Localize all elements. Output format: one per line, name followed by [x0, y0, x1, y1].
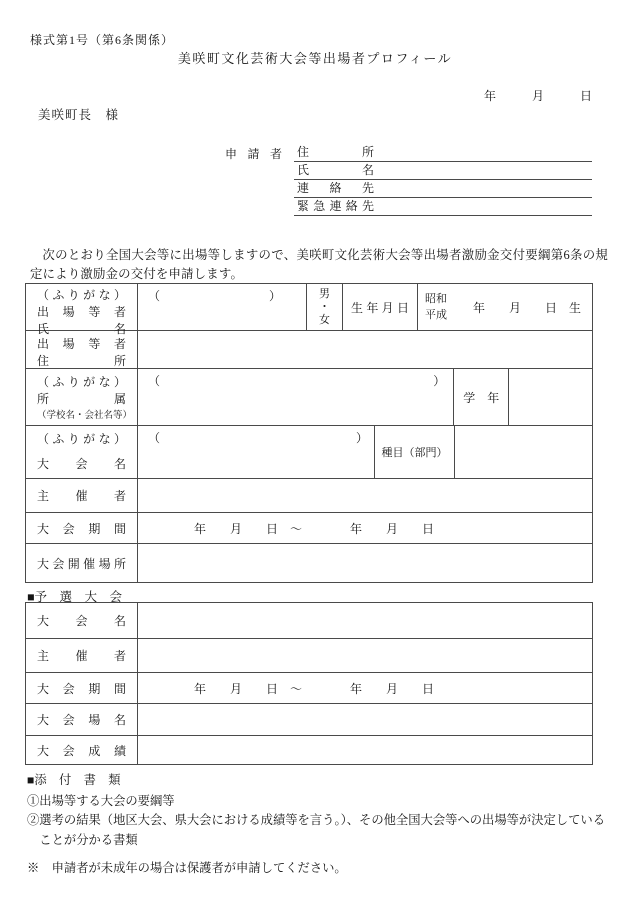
- participant-address-row: [26, 331, 592, 369]
- prelim-result-input-cell: [138, 736, 592, 764]
- prelim-organizer-label-cell: [26, 639, 138, 672]
- prelim-venue-label: 大 会 場 名: [37, 713, 126, 727]
- applicant-name-label: 氏 名: [297, 163, 374, 177]
- applicant-block: [225, 144, 592, 216]
- participant-label: 出 場 等 者: [37, 305, 126, 319]
- birthdate-ymd: 年 月 日 生: [473, 300, 582, 315]
- form-number: 様式第1号（第6条関係）: [30, 33, 175, 47]
- paren-open: （: [148, 374, 161, 388]
- organizer-label: 主 催 者: [37, 489, 126, 503]
- attachments-heading: ■添 付 書 類: [27, 773, 121, 787]
- attachment-item-2: ②選考の結果（地区大会、県大会における成績等を言う。）、その他全国大会等への出場等が決定していることが分かる書類: [27, 813, 605, 847]
- applicant-emergency-row: [294, 198, 592, 216]
- grade-label: 学 年: [463, 390, 500, 405]
- prelim-period-input-cell: [138, 673, 592, 703]
- name-label: 氏 名: [37, 322, 126, 336]
- applicant-contact-label: 連 絡 先: [297, 181, 374, 195]
- category-label-cell: [375, 426, 455, 478]
- preliminary-table: [25, 602, 593, 765]
- period-input-cell: [138, 513, 592, 543]
- event-name-input-cell: [138, 426, 375, 478]
- era-column: [418, 291, 447, 323]
- prelim-result-row: [26, 736, 592, 764]
- participant-label: 出 場 等 者: [37, 337, 126, 351]
- prelim-organizer-row: [26, 639, 592, 673]
- applicant-label: 申 請 者: [225, 147, 282, 161]
- grade-input-cell: [509, 369, 592, 425]
- furigana-label: （ ふ り が な ）: [37, 375, 126, 389]
- participant-address-label-cell: [26, 331, 138, 368]
- prelim-venue-label-cell: [26, 704, 138, 735]
- furigana-label: （ ふ り が な ）: [37, 288, 126, 302]
- prelim-name-label: 大 会 名: [37, 614, 126, 628]
- participant-address-input-cell: [138, 331, 592, 368]
- period-label: 大 会 期 間: [37, 521, 126, 536]
- prelim-venue-row: [26, 704, 592, 736]
- prelim-name-input-cell: [138, 603, 592, 638]
- prelim-period-label: 大 会 期 間: [37, 681, 126, 696]
- participant-name-row: [26, 284, 592, 336]
- furigana-parens: [138, 426, 374, 446]
- addressee: 美咲町長 様: [38, 108, 120, 122]
- birthdate-input-cell: [418, 284, 592, 330]
- organizer-input-cell: [138, 479, 592, 512]
- affiliation-label: 所 属: [37, 392, 126, 406]
- organizer-label-cell: [26, 479, 138, 512]
- prelim-period-ymd-range: 年 月 日 〜 年 月 日: [194, 681, 435, 696]
- category-input-cell: [455, 426, 592, 478]
- prelim-venue-input-cell: [138, 704, 592, 735]
- venue-label: 大 会 開 催 場 所: [37, 556, 126, 571]
- paren-open: （: [148, 431, 161, 445]
- grade-label-cell: [454, 369, 509, 425]
- minor-note: ※ 申請者が未成年の場合は保護者が申請してください。: [27, 861, 347, 875]
- prelim-period-row: [26, 673, 592, 704]
- participant-name-input-cell: [138, 284, 307, 330]
- date-line: 年 月 日: [483, 89, 592, 103]
- era-showa: 昭和: [425, 293, 447, 305]
- birthdate-label: 生 年 月 日: [351, 300, 409, 315]
- period-ymd-range: 年 月 日 〜 年 月 日: [194, 521, 435, 536]
- venue-label-cell: [26, 544, 138, 582]
- gender-male: 男: [319, 287, 330, 300]
- main-table: [25, 283, 593, 583]
- furigana-parens: [138, 284, 306, 304]
- affiliation-label-cell: [26, 369, 138, 425]
- gender-female: 女: [319, 313, 330, 326]
- page-title: 美咲町文化芸術大会等出場者プロフィール: [177, 51, 453, 66]
- prelim-organizer-input-cell: [138, 639, 592, 672]
- participant-name-label-cell: [26, 284, 138, 336]
- attachment-item-1: ①出場等する大会の要綱等: [27, 793, 175, 808]
- affiliation-input-cell: [138, 369, 454, 425]
- gender-dot: ・: [319, 300, 330, 313]
- organizer-row: [26, 479, 592, 513]
- birthdate-label-cell: [343, 284, 418, 330]
- paren-close: ）: [268, 289, 281, 303]
- era-heisei: 平成: [425, 309, 447, 321]
- period-label-cell: [26, 513, 138, 543]
- period-row: [26, 513, 592, 544]
- applicant-name-row: [294, 162, 592, 180]
- event-name-label: 大 会 名: [37, 457, 126, 471]
- preliminary-heading: ■予 選 大 会: [27, 590, 123, 604]
- attachments-section: [27, 771, 605, 879]
- prelim-organizer-label: 主 催 者: [37, 649, 126, 663]
- affiliation-row: [26, 369, 592, 426]
- furigana-label: （ ふ り が な ）: [37, 432, 126, 446]
- prelim-period-label-cell: [26, 673, 138, 703]
- applicant-contact-row: [294, 180, 592, 198]
- affiliation-note: （学校名・会社名等）: [37, 411, 133, 421]
- prelim-result-label-cell: [26, 736, 138, 764]
- event-name-label-cell: [26, 426, 138, 478]
- category-label: 種目（部門）: [381, 447, 448, 459]
- intro-paragraph: 次のとおり全国大会等に出場等しますので、美咲町文化芸術大会等出場者激励金交付要綱第6条の規定により激励金の交付を申請します。: [30, 248, 608, 281]
- applicant-fields: [294, 144, 592, 216]
- venue-row: [26, 544, 592, 582]
- address-label: 住 所: [37, 354, 126, 368]
- applicant-address-row: [294, 144, 592, 162]
- prelim-result-label: 大 会 成 績: [37, 743, 126, 758]
- applicant-emergency-label: 緊 急 連 絡 先: [297, 199, 374, 213]
- prelim-name-row: [26, 603, 592, 639]
- applicant-address-label: 住 所: [297, 145, 374, 159]
- venue-input-cell: [138, 544, 592, 582]
- furigana-parens: [138, 369, 453, 389]
- gender-cell: [307, 284, 343, 330]
- paren-close: ）: [355, 431, 368, 445]
- event-name-row: [26, 426, 592, 479]
- paren-open: （: [148, 289, 161, 303]
- paren-close: ）: [433, 374, 446, 388]
- prelim-name-label-cell: [26, 603, 138, 638]
